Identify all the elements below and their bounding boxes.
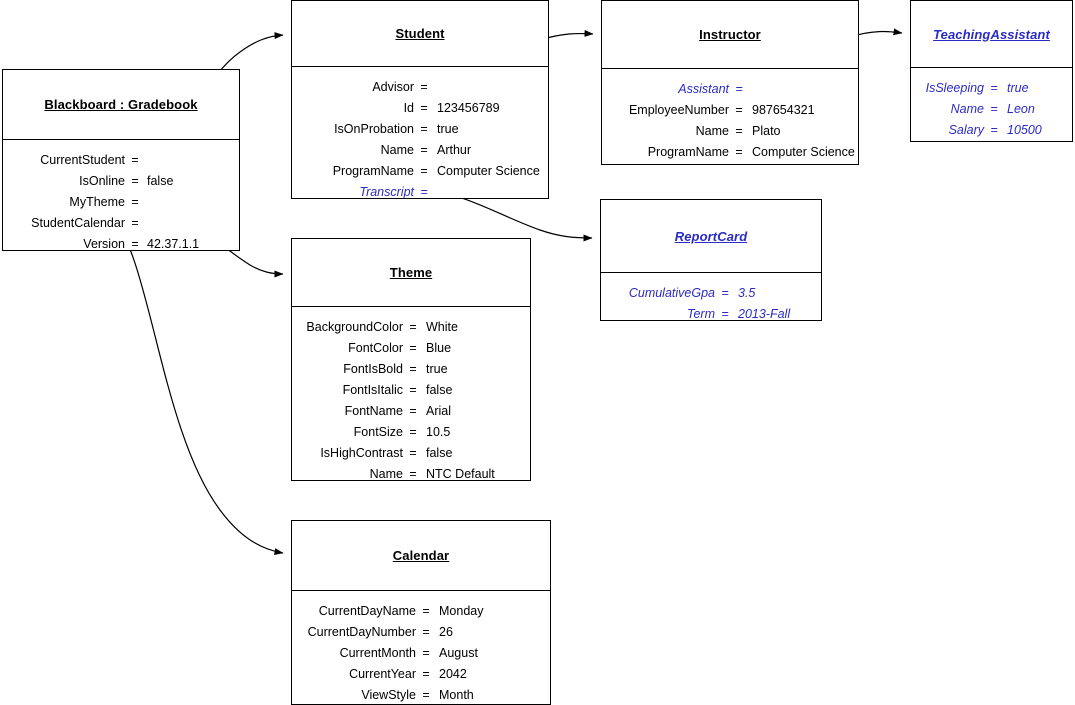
attribute-equals: = xyxy=(420,164,428,178)
attribute-equals: = xyxy=(409,467,417,481)
attribute-name: IsOnProbation xyxy=(334,122,414,136)
attribute-value: 10.5 xyxy=(426,425,451,439)
attribute-value: false xyxy=(426,446,453,460)
attribute-name: FontSize xyxy=(353,425,403,439)
object-header-theme xyxy=(292,239,530,307)
attribute-row xyxy=(292,317,530,338)
attribute-equals: = xyxy=(420,143,428,157)
attribute-row xyxy=(911,78,1072,99)
attribute-equals: = xyxy=(990,102,998,116)
attribute-name: Name xyxy=(950,102,984,116)
object-box-teaching-assistant[interactable] xyxy=(910,0,1073,142)
attribute-name: Transcript xyxy=(359,185,414,199)
attribute-row xyxy=(3,234,239,255)
attribute-equals: = xyxy=(721,286,729,300)
object-header-instructor xyxy=(602,1,858,69)
attribute-row xyxy=(292,98,548,119)
attribute-equals: = xyxy=(735,145,743,159)
object-body-theme xyxy=(292,307,530,495)
attribute-row xyxy=(3,171,239,192)
object-header-teaching-assistant xyxy=(911,1,1072,68)
attribute-equals: = xyxy=(721,307,729,321)
attribute-value: August xyxy=(439,646,478,660)
attribute-name: Name xyxy=(380,143,414,157)
attribute-name: BackgroundColor xyxy=(306,320,403,334)
attribute-name: FontName xyxy=(344,404,403,418)
object-box-blackboard[interactable] xyxy=(2,69,240,251)
attribute-name: CumulativeGpa xyxy=(628,286,715,300)
attribute-value: false xyxy=(147,174,174,188)
object-body-report-card xyxy=(601,273,821,335)
attribute-value: true xyxy=(1007,81,1029,95)
object-title-instructor: Instructor xyxy=(699,27,761,42)
object-header-blackboard xyxy=(3,70,239,140)
attribute-row xyxy=(292,464,530,485)
attribute-value: Arthur xyxy=(437,143,472,157)
attribute-row xyxy=(292,182,548,203)
object-body-instructor xyxy=(602,69,858,173)
attribute-row xyxy=(292,359,530,380)
attribute-row xyxy=(292,119,548,140)
attribute-equals: = xyxy=(131,195,139,209)
attribute-equals: = xyxy=(409,446,417,460)
attribute-value: 2042 xyxy=(439,667,467,681)
attribute-row xyxy=(292,643,550,664)
attribute-equals: = xyxy=(422,604,430,618)
attribute-value: 26 xyxy=(439,625,453,639)
attribute-equals: = xyxy=(422,625,430,639)
attribute-equals: = xyxy=(422,646,430,660)
attribute-name: CurrentMonth xyxy=(339,646,416,660)
attribute-equals: = xyxy=(131,216,139,230)
attribute-value: true xyxy=(426,362,448,376)
attribute-value: false xyxy=(426,383,453,397)
attribute-name: Salary xyxy=(948,123,984,137)
attribute-row xyxy=(602,121,858,142)
attribute-equals: = xyxy=(131,237,139,251)
attribute-value: 123456789 xyxy=(437,101,500,115)
attribute-name: EmployeeNumber xyxy=(628,103,729,117)
attribute-equals: = xyxy=(422,688,430,702)
attribute-row xyxy=(911,99,1072,120)
attribute-name: Name xyxy=(369,467,403,481)
attribute-name: Term xyxy=(686,307,715,321)
object-title-student: Student xyxy=(395,26,445,41)
attribute-row xyxy=(292,77,548,98)
attribute-equals: = xyxy=(420,185,428,199)
attribute-name: ProgramName xyxy=(647,145,729,159)
attribute-value: Blue xyxy=(426,341,452,355)
object-title-calendar: Calendar xyxy=(392,548,450,563)
attribute-equals: = xyxy=(131,174,139,188)
attribute-value: 987654321 xyxy=(752,103,815,117)
attribute-name: Id xyxy=(403,101,414,115)
attribute-equals: = xyxy=(990,123,998,137)
attribute-row xyxy=(292,664,550,685)
attribute-equals: = xyxy=(409,362,417,376)
attribute-name: IsHighContrast xyxy=(320,446,403,460)
attribute-equals: = xyxy=(735,124,743,138)
attribute-name: IsOnline xyxy=(79,174,125,188)
attribute-value: true xyxy=(437,122,459,136)
attribute-equals: = xyxy=(735,103,743,117)
attribute-name: CurrentDayName xyxy=(318,604,416,618)
attribute-row xyxy=(292,338,530,359)
attribute-value: 10500 xyxy=(1007,123,1042,137)
object-box-student[interactable] xyxy=(291,0,549,199)
attribute-value: Computer Science xyxy=(752,145,855,159)
attribute-row xyxy=(911,120,1072,141)
attribute-equals: = xyxy=(422,667,430,681)
object-box-instructor[interactable] xyxy=(601,0,859,165)
attribute-name: FontIsBold xyxy=(343,362,403,376)
attribute-name: CurrentYear xyxy=(349,667,416,681)
attribute-value: 2013-Fall xyxy=(738,307,791,321)
object-title-theme: Theme xyxy=(389,265,433,280)
attribute-value: Month xyxy=(439,688,474,702)
attribute-equals: = xyxy=(409,383,417,397)
attribute-row xyxy=(3,213,239,234)
attribute-value: Monday xyxy=(439,604,484,618)
attribute-row xyxy=(602,100,858,121)
attribute-name: IsSleeping xyxy=(925,81,984,95)
attribute-value: Plato xyxy=(752,124,781,138)
attribute-row xyxy=(3,192,239,213)
attribute-equals: = xyxy=(409,320,417,334)
attribute-name: ViewStyle xyxy=(361,688,416,702)
attribute-value: White xyxy=(426,320,458,334)
attribute-row xyxy=(601,304,821,325)
attribute-equals: = xyxy=(420,122,428,136)
object-header-student xyxy=(292,1,548,67)
attribute-row xyxy=(292,622,550,643)
attribute-row xyxy=(292,685,550,705)
attribute-equals: = xyxy=(409,404,417,418)
attribute-name: Version xyxy=(83,237,125,251)
attribute-name: CurrentStudent xyxy=(40,153,125,167)
attribute-row xyxy=(292,161,548,182)
object-title-report-card: ReportCard xyxy=(674,228,748,244)
object-body-blackboard xyxy=(3,140,239,265)
attribute-value: Leon xyxy=(1007,102,1035,116)
object-title-teaching-assistant: TeachingAssistant xyxy=(933,26,1050,42)
attribute-name: Name xyxy=(695,124,729,138)
attribute-name: Advisor xyxy=(372,80,414,94)
attribute-row xyxy=(292,140,548,161)
attribute-row xyxy=(601,283,821,304)
attribute-name: CurrentDayNumber xyxy=(307,625,416,639)
attribute-name: ProgramName xyxy=(332,164,414,178)
object-header-calendar xyxy=(292,521,550,591)
attribute-name: FontIsItalic xyxy=(342,383,403,397)
attribute-row xyxy=(602,142,858,163)
attribute-name: StudentCalendar xyxy=(31,216,125,230)
object-body-teaching-assistant xyxy=(911,68,1072,151)
attribute-name: FontColor xyxy=(348,341,403,355)
object-box-calendar[interactable] xyxy=(291,520,551,705)
attribute-value: Arial xyxy=(426,404,452,418)
object-header-report-card xyxy=(601,200,821,273)
object-box-report-card[interactable] xyxy=(600,199,822,321)
attribute-equals: = xyxy=(990,81,998,95)
attribute-row xyxy=(602,79,858,100)
attribute-row xyxy=(292,601,550,622)
attribute-equals: = xyxy=(131,153,139,167)
attribute-value: 3.5 xyxy=(738,286,756,300)
attribute-row xyxy=(292,380,530,401)
attribute-value: Computer Science xyxy=(437,164,540,178)
link-studentcalendar-to-calendar xyxy=(110,216,283,553)
attribute-equals: = xyxy=(409,341,417,355)
attribute-row xyxy=(292,422,530,443)
object-body-calendar xyxy=(292,591,550,705)
object-body-student xyxy=(292,67,548,213)
attribute-equals: = xyxy=(420,101,428,115)
attribute-row xyxy=(292,401,530,422)
object-box-theme[interactable] xyxy=(291,238,531,481)
attribute-row xyxy=(3,150,239,171)
attribute-equals: = xyxy=(420,80,428,94)
object-title-blackboard: Blackboard : Gradebook xyxy=(44,97,198,112)
attribute-value: NTC Default xyxy=(426,467,495,481)
attribute-row xyxy=(292,443,530,464)
attribute-name: Assistant xyxy=(678,82,729,96)
attribute-equals: = xyxy=(735,82,743,96)
attribute-value: 42.37.1.1 xyxy=(147,237,200,251)
attribute-name: MyTheme xyxy=(69,195,125,209)
attribute-equals: = xyxy=(409,425,417,439)
